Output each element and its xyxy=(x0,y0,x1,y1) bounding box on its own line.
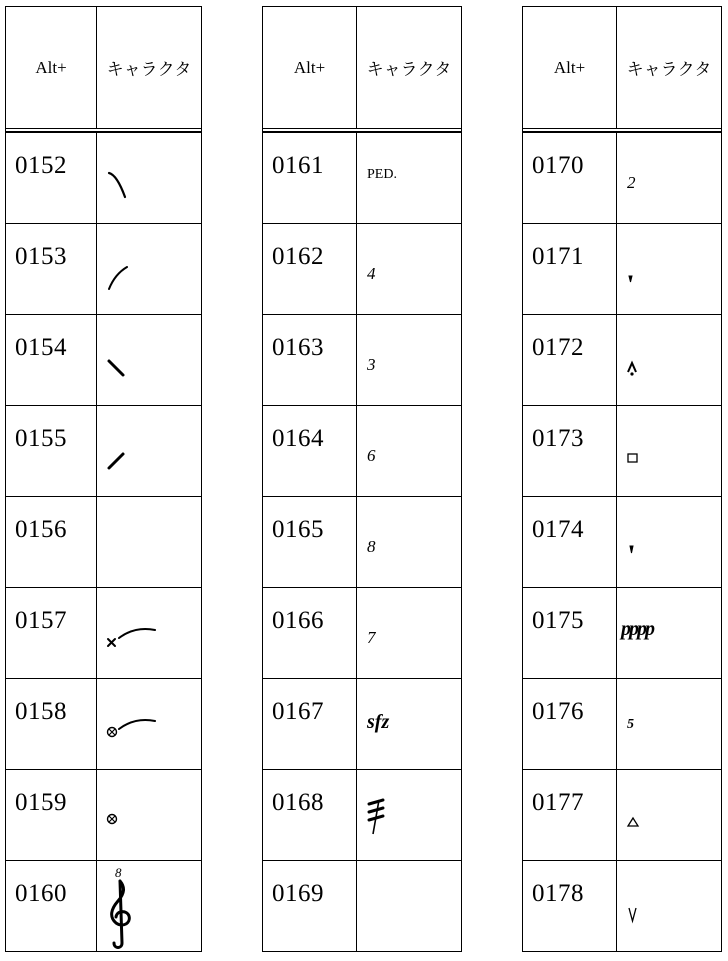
table-row xyxy=(6,496,201,587)
alt-code: 0174 xyxy=(532,516,584,543)
alt-code: 0166 xyxy=(272,607,324,634)
table-row xyxy=(523,587,721,678)
alt-code: 0162 xyxy=(272,243,324,270)
table-row xyxy=(523,314,721,405)
square-icon xyxy=(625,434,645,474)
character-header: キャラクタ xyxy=(366,60,452,80)
table-header xyxy=(263,7,461,132)
table-row xyxy=(523,860,721,951)
table-row xyxy=(6,132,201,223)
figure-icon: 6 xyxy=(367,446,376,465)
alt-code: 0159 xyxy=(15,789,67,816)
alt-header: Alt+ xyxy=(553,57,586,77)
table-row xyxy=(263,314,461,405)
figure-icon: 8 xyxy=(367,537,376,556)
table-row xyxy=(523,405,721,496)
dynamic-icon: sfz xyxy=(367,711,390,733)
figure-icon: 4 xyxy=(367,264,376,283)
table-row xyxy=(263,223,461,314)
figure-icon: 2 xyxy=(627,173,636,192)
alt-code: 0157 xyxy=(15,607,67,634)
table-row xyxy=(6,769,201,860)
figure-icon: 7 xyxy=(367,628,376,647)
table-row xyxy=(263,132,461,223)
alt-code: 0161 xyxy=(272,152,324,179)
character-header: キャラクタ xyxy=(626,60,712,80)
alt-code: 0163 xyxy=(272,334,324,361)
table-row xyxy=(263,860,461,951)
comma-icon xyxy=(625,525,645,565)
alt-code: 0164 xyxy=(272,425,324,452)
figure-icon: 3 xyxy=(367,355,376,374)
x-tie-icon xyxy=(105,616,165,656)
alt-code: 0160 xyxy=(15,880,67,907)
staccatissimo-icon xyxy=(625,252,645,292)
table-row xyxy=(6,405,201,496)
alt-code: 0169 xyxy=(272,880,324,907)
up-stroke-icon xyxy=(105,434,135,474)
slur-down-icon xyxy=(105,161,135,201)
table-3 xyxy=(522,6,722,952)
alt-code: 0177 xyxy=(532,789,584,816)
table-row xyxy=(263,678,461,769)
alt-code: 0167 xyxy=(272,698,324,725)
alt-code: 0154 xyxy=(15,334,67,361)
alt-code: 0153 xyxy=(15,243,67,270)
table-header xyxy=(523,7,721,132)
alt-code: 0165 xyxy=(272,516,324,543)
circle-x-icon xyxy=(105,798,135,838)
table-row xyxy=(263,587,461,678)
alt-code: 0168 xyxy=(272,789,324,816)
table-1 xyxy=(5,6,202,952)
alt-code: 0156 xyxy=(15,516,67,543)
table-2 xyxy=(262,6,462,952)
dynamic-icon: pppp xyxy=(621,618,653,640)
table-row xyxy=(523,223,721,314)
down-stroke-icon xyxy=(105,343,135,383)
svg-text:8: 8 xyxy=(115,865,122,880)
slur-up-icon xyxy=(105,252,135,292)
tremolo-icon xyxy=(365,794,395,844)
triangle-icon xyxy=(625,798,645,838)
alt-code: 0158 xyxy=(15,698,67,725)
table-row xyxy=(523,769,721,860)
figure-icon: 5 xyxy=(627,717,634,732)
alt-code: 0155 xyxy=(15,425,67,452)
circle-x-tie-icon xyxy=(105,707,165,747)
table-row xyxy=(523,678,721,769)
treble-clef-8va-icon xyxy=(103,863,137,949)
table-header xyxy=(6,7,201,132)
table-row xyxy=(6,860,201,951)
table-row xyxy=(6,587,201,678)
alt-code: 0170 xyxy=(532,152,584,179)
alt-header: Alt+ xyxy=(293,57,326,77)
alt-code: 0175 xyxy=(532,607,584,634)
character-header: キャラクタ xyxy=(106,60,192,80)
table-row xyxy=(263,405,461,496)
table-row xyxy=(263,496,461,587)
marcato-dot-icon xyxy=(625,343,645,383)
alt-code: 0176 xyxy=(532,698,584,725)
alt-code: 0171 xyxy=(532,243,584,270)
pedal-icon: PED. xyxy=(367,167,397,182)
table-row xyxy=(6,223,201,314)
alt-code: 0173 xyxy=(532,425,584,452)
alt-header: Alt+ xyxy=(35,57,67,77)
table-row xyxy=(523,496,721,587)
v-icon xyxy=(625,889,645,929)
table-row xyxy=(6,314,201,405)
table-row xyxy=(6,678,201,769)
alt-code: 0152 xyxy=(15,152,67,179)
alt-code: 0172 xyxy=(532,334,584,361)
table-row xyxy=(263,769,461,860)
table-row xyxy=(523,132,721,223)
alt-code: 0178 xyxy=(532,880,584,907)
